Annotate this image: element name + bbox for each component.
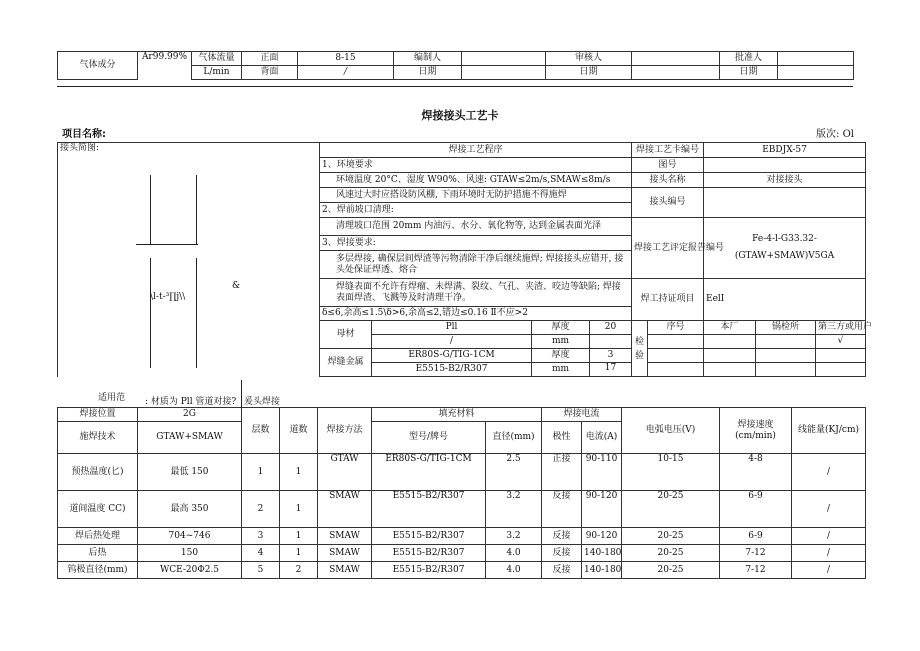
scope-divider (241, 380, 242, 407)
method-cell: GTAW (318, 454, 372, 491)
insp-header-boiler: 锅检所 (756, 321, 816, 335)
insp-r1-boiler (756, 335, 816, 349)
compiler-date-label: 日期 (394, 66, 462, 80)
pqr-value (704, 218, 866, 279)
base-thick-value: 20 (590, 321, 632, 335)
procedure-s2: 2、焊前坡口清理: (320, 203, 632, 218)
card-title: 焊接接头工艺卡 (421, 109, 499, 122)
pass-cell: 2 (280, 562, 318, 579)
method-cell: SMAW (318, 528, 372, 545)
insp-r2-no (648, 349, 704, 363)
voltage-header: 电弧电压(V) (622, 408, 720, 454)
insp-r2-plant (704, 349, 756, 363)
drawing-no-label: 图号 (632, 158, 704, 173)
row-label: 道间温度 CC) (58, 491, 138, 528)
pass-cell: 1 (280, 491, 318, 528)
insp-r1-third: √ (816, 335, 866, 349)
row-label: 后热 (58, 545, 138, 562)
back-value: / (298, 66, 394, 80)
model-cell: E5515-B2/R307 (372, 562, 486, 579)
layer-cell: 3 (242, 528, 280, 545)
polarity-cell: 正接 (542, 454, 582, 491)
insp-header-third: 第三方或用户 (816, 321, 866, 335)
row-value: 最低 150 (138, 454, 242, 491)
pqr-label: 焊接工艺评定报告编号 (632, 218, 704, 279)
gas-flow-unit: L/min (192, 66, 242, 80)
insp-r3-third (816, 363, 866, 377)
row-label: 钨极直径(mm) (58, 562, 138, 579)
reviewer-label: 审核人 (546, 52, 632, 66)
voltage-cell: 20-25 (622, 562, 720, 579)
base-metal-1: Pll (372, 321, 532, 335)
weld-metal-label: 焊缝金属 (320, 349, 372, 377)
technique-value: GTAW+SMAW (138, 422, 242, 454)
speed-cell: 7-12 (720, 562, 792, 579)
diameter-cell: 2.5 (486, 454, 542, 491)
heat-input-header: 线能量(KJ/cm) (792, 408, 866, 454)
current-cell: 140-180 (582, 545, 622, 562)
polarity-cell: 反接 (542, 528, 582, 545)
base-metal-label: 母材 (320, 321, 372, 349)
pass-cell: 1 (280, 545, 318, 562)
row-label: 焊后热处理 (58, 528, 138, 545)
gas-info-table (57, 51, 854, 80)
table-row (58, 562, 866, 579)
method-header: 焊接方法 (318, 408, 372, 454)
sketch-text: \l-t-³∏j\\ (150, 292, 186, 302)
sketch-line-right-top (196, 175, 197, 245)
technique-label: 施焊技术 (58, 422, 138, 454)
table-row (58, 491, 866, 528)
passes-header: 道数 (280, 408, 318, 454)
reviewer-date-value (632, 66, 720, 80)
procedure-s3-b: 焊缝表面不允许有焊瘤、未焊满、裂纹、气孔、夹渣、咬边等缺陷; 焊接表面焊渣、飞溅等及时清理干净。 (320, 279, 632, 307)
speed-unit: (cm/min) (735, 430, 776, 441)
weld-metal-2: E5515-B2/R307 (372, 363, 532, 377)
sketch-line-left-top (150, 175, 151, 245)
layer-cell: 5 (242, 562, 280, 579)
model-cell: E5515-B2/R307 (372, 528, 486, 545)
scope-text: : 材质为 Pll 管道对接? (145, 397, 237, 407)
polarity-cell: 反接 (542, 562, 582, 579)
compiler-value (462, 52, 546, 66)
reviewer-value (632, 52, 720, 66)
gas-comp-value: Ar99.99% (138, 52, 192, 80)
current-cell: 90-120 (582, 528, 622, 545)
current-cell: 90-120 (582, 491, 622, 528)
weld-thick-value: 3 (590, 349, 632, 363)
base-mm-label: mm (532, 335, 590, 349)
procedure-s1-b: 风速过大时应搭设防风棚, 下雨环境时无防护措施不得施焊 (320, 188, 632, 203)
speed-label: 焊接速度 (737, 419, 774, 430)
heat-cell: / (792, 528, 866, 545)
weld-metal-1: ER80S-G/TIG-1CM (372, 349, 532, 363)
table-row (58, 545, 866, 562)
scope-text-2: 爰头焊接 (244, 397, 281, 407)
model-cell: E5515-B2/R307 (372, 491, 486, 528)
insp-r2-third (816, 349, 866, 363)
diameter-cell: 3.2 (486, 528, 542, 545)
procedure-s3-a: 多层焊接, 确保层间焊渣等污物清除干净后继续施焊; 焊接接头应错开, 接头处保证焊透、熔合 (320, 251, 632, 279)
back-label: 背面 (242, 66, 298, 80)
front-value: 8-15 (298, 52, 394, 66)
row-value: 150 (138, 545, 242, 562)
welding-params-table (57, 407, 866, 579)
procedure-s1-a: 环境温度 20°C、湿度 W90%、风速: GTAW≤2m/s,SMAW≤8m/s (320, 173, 632, 188)
approver-label: 批准人 (720, 52, 778, 66)
voltage-cell: 20-25 (622, 491, 720, 528)
layer-cell: 2 (242, 491, 280, 528)
version-label: 版次: Ol (816, 129, 854, 140)
compiler-label: 编制人 (394, 52, 462, 66)
model-header: 型号/牌号 (372, 422, 486, 454)
insp-r3-boiler (756, 363, 816, 377)
speed-cell: 7-12 (720, 545, 792, 562)
diameter-header: 直径(mm) (486, 422, 542, 454)
approver-value (778, 52, 854, 66)
pqr-line-2: (GTAW+SMAW)V5GA (734, 251, 835, 261)
position-value: 2G (138, 408, 242, 422)
gas-flow-label: 气体流量 (192, 52, 242, 66)
model-cell: ER80S-G/TIG-1CM (372, 454, 486, 491)
position-label: 焊接位置 (58, 408, 138, 422)
pass-cell: 1 (280, 454, 318, 491)
polarity-header: 极性 (542, 422, 582, 454)
voltage-cell: 10-15 (622, 454, 720, 491)
joint-name-value: 对接接头 (704, 173, 866, 188)
heat-cell: / (792, 545, 866, 562)
project-name-label: 项目名称: (62, 129, 106, 140)
weld-mm-label: mm (532, 363, 590, 377)
pass-cell: 1 (280, 528, 318, 545)
sketch-line-right-bottom (196, 258, 197, 368)
insp-r2-boiler (756, 349, 816, 363)
row-label: 预热温度(匕) (58, 454, 138, 491)
current-cell: 90-110 (582, 454, 622, 491)
current-header: 电流(A) (582, 422, 622, 454)
separator-line (57, 86, 853, 87)
procedure-s3: 3、焊接要求: (320, 236, 632, 251)
drawing-no-value (704, 158, 866, 173)
inspection-label: 检验 (632, 321, 648, 377)
procedure-s3-c: δ≤6,余高≤1.5\δ>6,余高≤2,错边≤0.16 Ⅱ不应>2 (320, 307, 632, 321)
filler-header: 填充材料 (372, 408, 542, 422)
layer-cell: 1 (242, 454, 280, 491)
procedure-s1: 1、环境要求 (320, 158, 632, 173)
method-cell: SMAW (318, 491, 372, 528)
row-value: 704~746 (138, 528, 242, 545)
approver-date-value (778, 66, 854, 80)
joint-name-label: 接头名称 (632, 173, 704, 188)
base-thick-label: 厚度 (532, 321, 590, 335)
voltage-cell: 20-25 (622, 528, 720, 545)
speed-cell: 6-9 (720, 528, 792, 545)
procedure-header: 焊接工艺程序 (320, 143, 632, 158)
speed-cell: 4-8 (720, 454, 792, 491)
row-value: WCE-20Φ2.5 (138, 562, 242, 579)
reviewer-date-label: 日期 (546, 66, 632, 80)
insp-r3-plant (704, 363, 756, 377)
joint-sketch-label: 接头简图: (60, 143, 100, 153)
heat-cell: / (792, 454, 866, 491)
diameter-cell: 4.0 (486, 562, 542, 579)
speed-cell: 6-9 (720, 491, 792, 528)
speed-header (720, 408, 792, 454)
base-metal-2: / (372, 335, 532, 349)
joint-no-label: 接头编号 (632, 188, 704, 218)
sketch-line-horizontal (136, 244, 198, 245)
model-cell: E5515-B2/R307 (372, 545, 486, 562)
insp-r3-no (648, 363, 704, 377)
diameter-cell: 3.2 (486, 491, 542, 528)
gas-comp-label: 气体成分 (58, 52, 138, 80)
heat-cell: / (792, 562, 866, 579)
current-cell: 140-180 (582, 562, 622, 579)
weld-thick-label: 厚度 (532, 349, 590, 363)
layers-header: 层数 (242, 408, 280, 454)
voltage-cell: 20-25 (622, 545, 720, 562)
joint-no-value (704, 188, 866, 218)
base-mm-value (590, 335, 632, 349)
card-no-label: 焊接工艺卡编号 (632, 143, 704, 158)
scope-label: 适用范 (98, 393, 126, 403)
insp-header-plant: 本厂 (704, 321, 756, 335)
heat-cell: / (792, 491, 866, 528)
sketch-line-left-bottom (150, 258, 151, 368)
polarity-cell: 反接 (542, 545, 582, 562)
method-cell: SMAW (318, 562, 372, 579)
compiler-date-value (462, 66, 546, 80)
row-value: 最高 350 (138, 491, 242, 528)
front-label: 正面 (242, 52, 298, 66)
layer-cell: 4 (242, 545, 280, 562)
polarity-cell: 反接 (542, 491, 582, 528)
table-row (58, 528, 866, 545)
insp-r1-no (648, 335, 704, 349)
weld-mm-value: 17 (590, 363, 632, 377)
method-cell: SMAW (318, 545, 372, 562)
diameter-cell: 4.0 (486, 545, 542, 562)
sketch-amp: & (232, 281, 241, 291)
joint-sketch-cell (58, 143, 320, 377)
pqr-line-1: Fe-4-l-G33.32- (752, 234, 817, 244)
insp-r1-plant (704, 335, 756, 349)
qualification-value: EelI (704, 279, 866, 321)
process-card-table (57, 142, 873, 377)
procedure-s2-a: 清理坡口范围 20mm 内油污、水分、氧化物等, 达到金属表面光泽 (320, 218, 632, 236)
insp-header-no: 序号 (648, 321, 704, 335)
qualification-label: 焊工持证项目 (632, 279, 704, 321)
card-no-value: EBDJX-57 (704, 143, 866, 158)
current-group-header: 焊接电流 (542, 408, 622, 422)
approver-date-label: 日期 (720, 66, 778, 80)
table-row (58, 454, 866, 491)
